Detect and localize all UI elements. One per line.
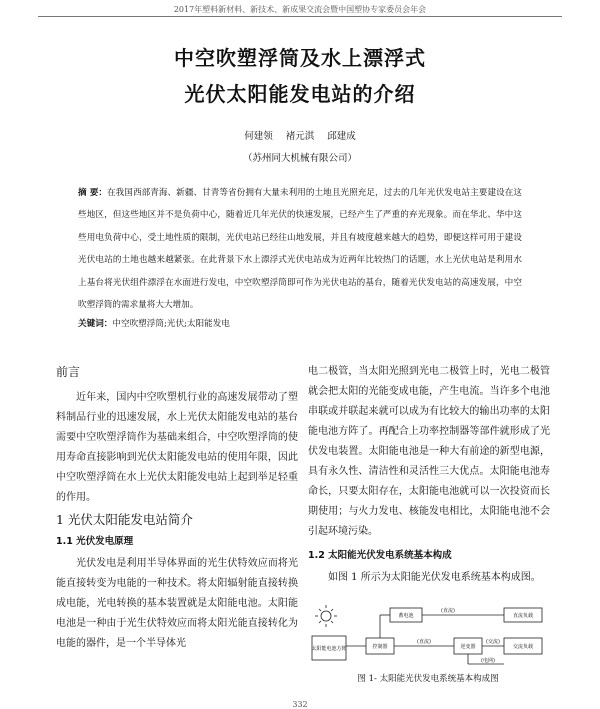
- preface-heading: 前言: [56, 365, 81, 379]
- running-header: 2017年塑料新材料、新技术、新成果交流会暨中国塑协专家委员会年会: [173, 5, 427, 14]
- section-1-1-heading: 1.1 光伏发电原理: [56, 536, 134, 547]
- battery-label: 蓄电池: [398, 613, 414, 619]
- solar-array-label: 太阳能电池方阵: [311, 646, 347, 652]
- ac-load-label: 交流负载: [512, 644, 534, 650]
- ac-connector-label: (交流): [486, 639, 500, 645]
- page-number: 332: [292, 700, 308, 709]
- keywords: [78, 317, 230, 329]
- section-1-2-paragraph: 如图 1 所示为太阳能光伏发电系统基本构成图。: [328, 572, 541, 583]
- inverter-label: 逆变器: [460, 644, 476, 650]
- controller-label: 控制器: [372, 644, 388, 650]
- preface-paragraph: 近年来，国内中空吹塑机行业的高速发展带动了塑料制品行业的迅速发展，水上光伏太阳能发电站的基台需要中空吹塑浮筒作为基础来组合，中空吹塑浮筒的使用寿命直接影响到光伏太阳能发电站的使用年限，因此中空吹塑浮筒在水上光伏太阳能发电站上起到举足轻重的作用。: [56, 392, 298, 503]
- section-1-2-heading: 1.2 太阳能光伏发电系统基本构成: [308, 550, 452, 561]
- section-1-heading: 1 光伏太阳能发电站简介: [56, 512, 193, 527]
- left-column: [56, 362, 298, 654]
- dc-load-label: 直流负载: [512, 613, 534, 619]
- abstract-text: 在我国西部青海、新疆、甘青等省份拥有大量未利用的土地且光照充足，过去的几年光伏发电站主要建设在这些地区，但这些地区并不是负荷中心，随着近几年光伏的快速发展，已经产生了严重的弃光现象。而在华北、华中这些用电负荷中心，受土地性质的限制，光伏电站已经往山地发展，并且有坡度越来越大的趋势，即便这样可用于建设光伏电站的土地也越来越紧张。在此背景下水上漂浮式光伏电站成为近两年比较热门的话题，水上光伏电站是利用水上基台将光伏组件漂浮在水面进行发电，中空吹塑浮筒即可作为光伏电站的基台，随着光伏发电站的高速发展，中空吹塑浮筒的需求量将大大增加。: [78, 188, 522, 311]
- dc-connector-label: (直流): [441, 608, 455, 614]
- figure-caption: 图 1- 太阳能光伏发电系统基本构成图: [357, 674, 499, 684]
- authors: 何建领 褚元淇 邱建成: [244, 131, 356, 142]
- section-1-1-paragraph: 光伏发电是利用半导体界面的光生伏特效应而将光能直接转变为电能的一种技术。将太阳辐射能直接转换成电能，光电转换的基本装置就是太阳能电池。太阳能电池是一种由于光生伏特效应而将太阳光能直接转化为电能的器件，是一个半导体光: [56, 558, 298, 649]
- abstract-label: 摘 要：: [78, 188, 107, 198]
- keywords-text: 中空吹塑浮筒;光伏;太阳能发电: [112, 319, 230, 329]
- right-column-paragraph: 电二极管，当太阳光照到光电二极管上时，光电二极管就会把太阳的光能变成电能，产生电流。当许多个电池串联或并联起来就可以成为有比较大的输出功率的太阳能电池方阵了。再配合上功率控制器等部件就形成了光伏发电装置。太阳能电池是一种大有前途的新型电源，具有永久性、清洁性和灵活性三大优点。太阳能电池寿命长，只要太阳存在，太阳能电池就可以一次投资而长期使用；与火力发电、核能发电相比，太阳能电池不会引起环境污染。: [308, 366, 550, 537]
- grid-connector-label: (电网): [481, 658, 495, 664]
- dc-connector-label-2: (直流): [417, 639, 431, 645]
- system-diagram: [308, 602, 548, 668]
- keywords-label: 关键词：: [78, 319, 113, 329]
- affiliation: （苏州同大机械有限公司）: [242, 153, 357, 164]
- title-line-2: 光伏太阳能发电站的介绍: [184, 82, 416, 106]
- title-line-1: 中空吹塑浮筒及水上漂浮式: [174, 46, 426, 70]
- right-column: [308, 362, 550, 588]
- header-rule: [38, 16, 562, 17]
- abstract: [78, 182, 522, 316]
- sun-icon: [315, 605, 337, 627]
